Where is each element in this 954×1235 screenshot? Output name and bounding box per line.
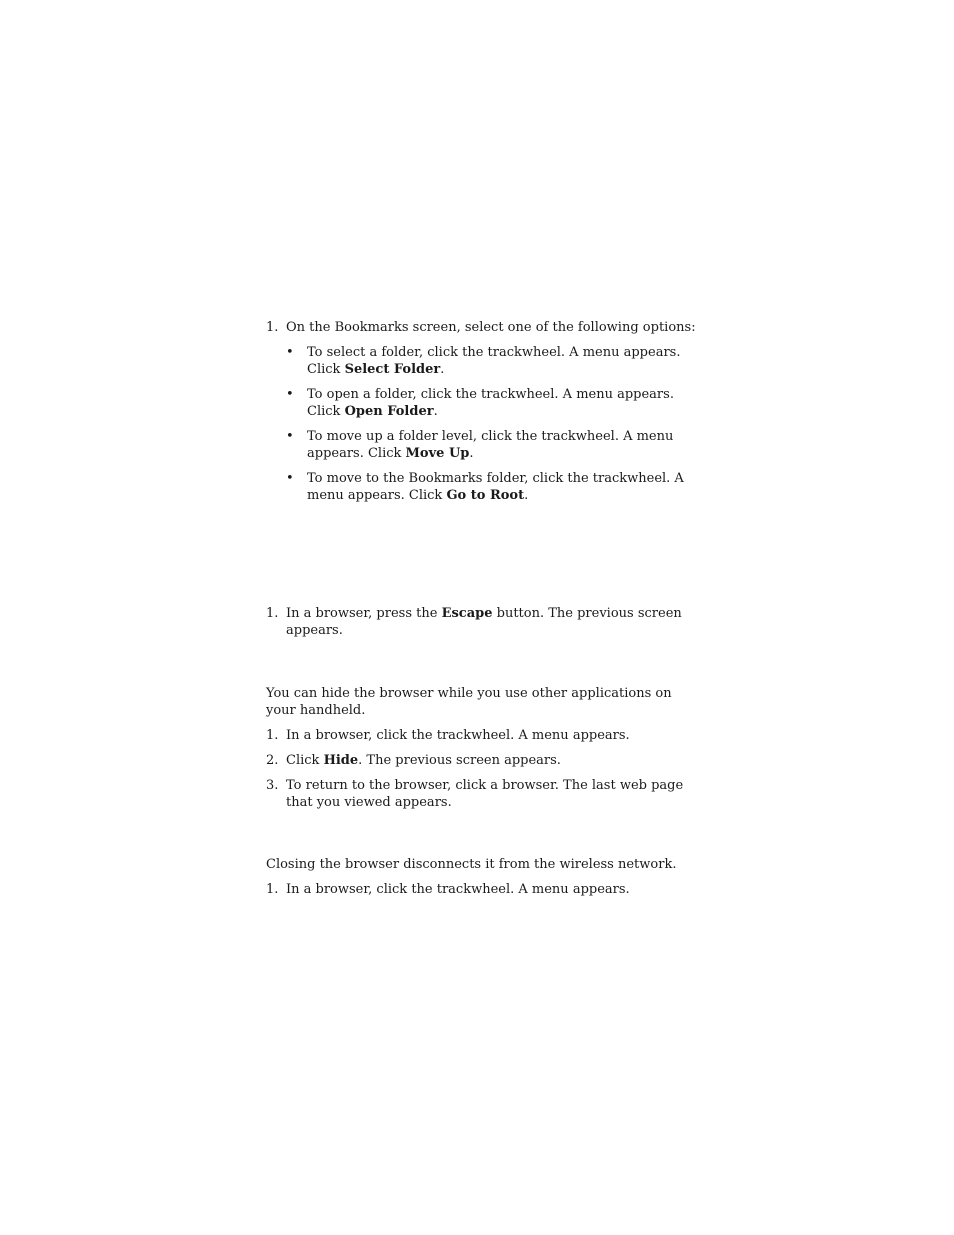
- step-number: 3.: [266, 778, 279, 793]
- ui-term: Hide: [323, 753, 359, 768]
- bullet-dot: •: [286, 387, 294, 402]
- bullet-dot: •: [286, 471, 294, 486]
- ui-term: Open Folder: [344, 404, 434, 419]
- bullet-text: To move to the Bookmarks folder, click the trackwheel. A menu appears. Click Go to Root.: [307, 471, 684, 503]
- step-text: In a browser, press the Escape button. The previous screen appears.: [286, 606, 682, 638]
- hide-intro-paragraph: You can hide the browser while you use other applications on your handheld.: [266, 686, 672, 718]
- step-number: 1.: [266, 606, 279, 621]
- bullet-text: To move up a folder level, click the trackwheel. A menu appears. Click Move Up.: [307, 429, 674, 461]
- ui-term: Move Up: [405, 446, 470, 461]
- step-number: 1.: [266, 728, 279, 743]
- close-intro-paragraph: Closing the browser disconnects it from the wireless network.: [266, 857, 677, 872]
- bullet-text: To select a folder, click the trackwheel. A menu appears. Click Select Folder.: [307, 345, 681, 377]
- bullet-text: To open a folder, click the trackwheel. A menu appears. Click Open Folder.: [307, 387, 674, 419]
- bullet-dot: •: [286, 345, 294, 360]
- step-text: In a browser, click the trackwheel. A menu appears.: [286, 882, 630, 897]
- step-text: To return to the browser, click a browser. The last web page that you viewed appears.: [286, 778, 684, 810]
- ui-term: Select Folder: [344, 362, 441, 377]
- ui-term: Escape: [441, 606, 493, 621]
- step-number: 1.: [266, 320, 279, 335]
- step-text: Click Hide. The previous screen appears.: [286, 753, 561, 768]
- step-text: In a browser, click the trackwheel. A menu appears.: [286, 728, 630, 743]
- ui-term: Go to Root: [446, 488, 525, 503]
- step-text: On the Bookmarks screen, select one of the following options:: [286, 320, 696, 335]
- bullet-dot: •: [286, 429, 294, 444]
- step-number: 2.: [266, 753, 279, 768]
- step-number: 1.: [266, 882, 279, 897]
